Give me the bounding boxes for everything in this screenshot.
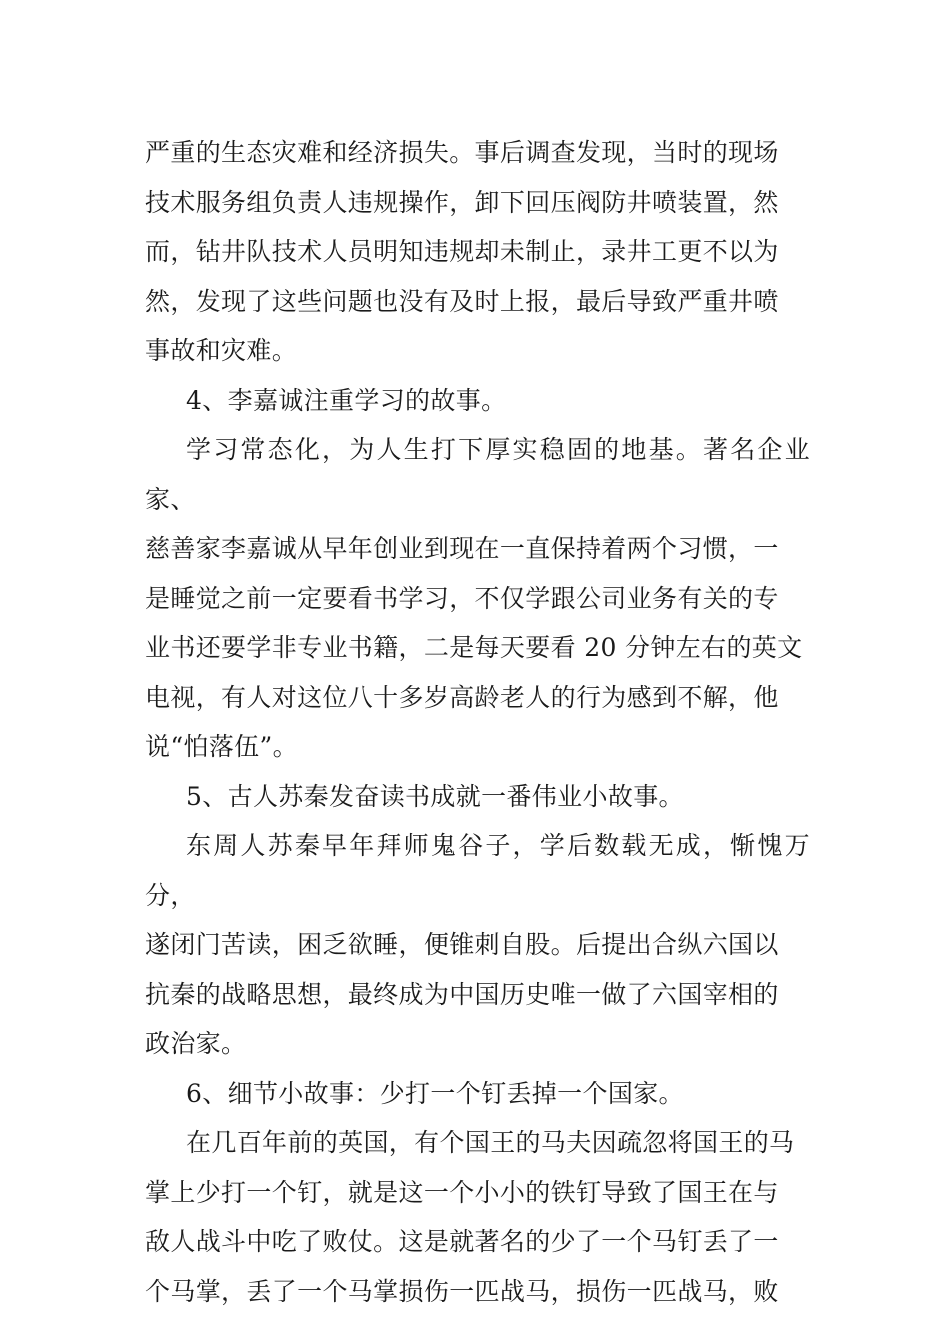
body-text (145, 128, 810, 1316)
text-line: 严重的生态灾难和经济损失。事后调查发现，当时的现场 (145, 138, 779, 167)
text-line: 慈善家李嘉诚从早年创业到现在一直保持着两个习惯，一 (145, 534, 779, 563)
text-line: 抗秦的战略思想，最终成为中国历史唯一做了六国宰相的 (145, 979, 779, 1009)
text-line: 而，钻井队技术人员明知违规却未制止，录井工更不以为 (145, 237, 779, 266)
text-line: 东周人苏秦早年拜师鬼谷子，学后数载无成，惭愧万分， (145, 831, 810, 910)
text-line: 电视，有人对这位八十多岁高龄老人的行为感到不解，他 (145, 682, 779, 712)
paragraph (145, 425, 810, 772)
paragraph (145, 772, 810, 822)
text-line: 政治家。 (145, 1029, 247, 1058)
paragraph (145, 376, 810, 426)
text-line: 掌上少打一个钉，就是这一个小小的铁钉导致了国王在与 (145, 1177, 779, 1207)
paragraph (145, 128, 810, 376)
text-line: 说“怕落伍”。 (145, 732, 299, 761)
text-line: 个马掌，丢了一个马掌损伤一匹战马，损伤一匹战马，败 (145, 1276, 779, 1306)
text-line: 业书还要学非专业书籍，二是每天要看 20 分钟左右的英文 (145, 633, 803, 662)
text-line: 6、细节小故事：少打一个钉丢掉一个国家。 (186, 1078, 684, 1108)
text-line: 学习常态化，为人生打下厚实稳固的地基。著名企业家、 (145, 435, 810, 514)
paragraph (145, 1118, 810, 1316)
text-line: 在几百年前的英国，有个国王的马夫因疏忽将国王的马 (186, 1128, 795, 1157)
text-line: 技术服务组负责人违规操作，卸下回压阀防井喷装置，然 (145, 187, 779, 217)
text-line: 4、李嘉诚注重学习的故事。 (186, 385, 507, 415)
text-line: 是睡觉之前一定要看书学习，不仅学跟公司业务有关的专 (145, 583, 779, 613)
text-line: 敌人战斗中吃了败仗。这是就著名的少了一个马钉丢了一 (145, 1227, 779, 1256)
paragraph (145, 821, 810, 1069)
text-line: 然，发现了这些问题也没有及时上报，最后导致严重井喷 (145, 286, 779, 316)
text-line: 遂闭门苦读，困乏欲睡，便锥刺自股。后提出合纵六国以 (145, 930, 779, 959)
paragraph (145, 1069, 810, 1119)
text-line: 5、古人苏秦发奋读书成就一番伟业小故事。 (186, 781, 684, 811)
text-line: 事故和灾难。 (145, 336, 298, 365)
